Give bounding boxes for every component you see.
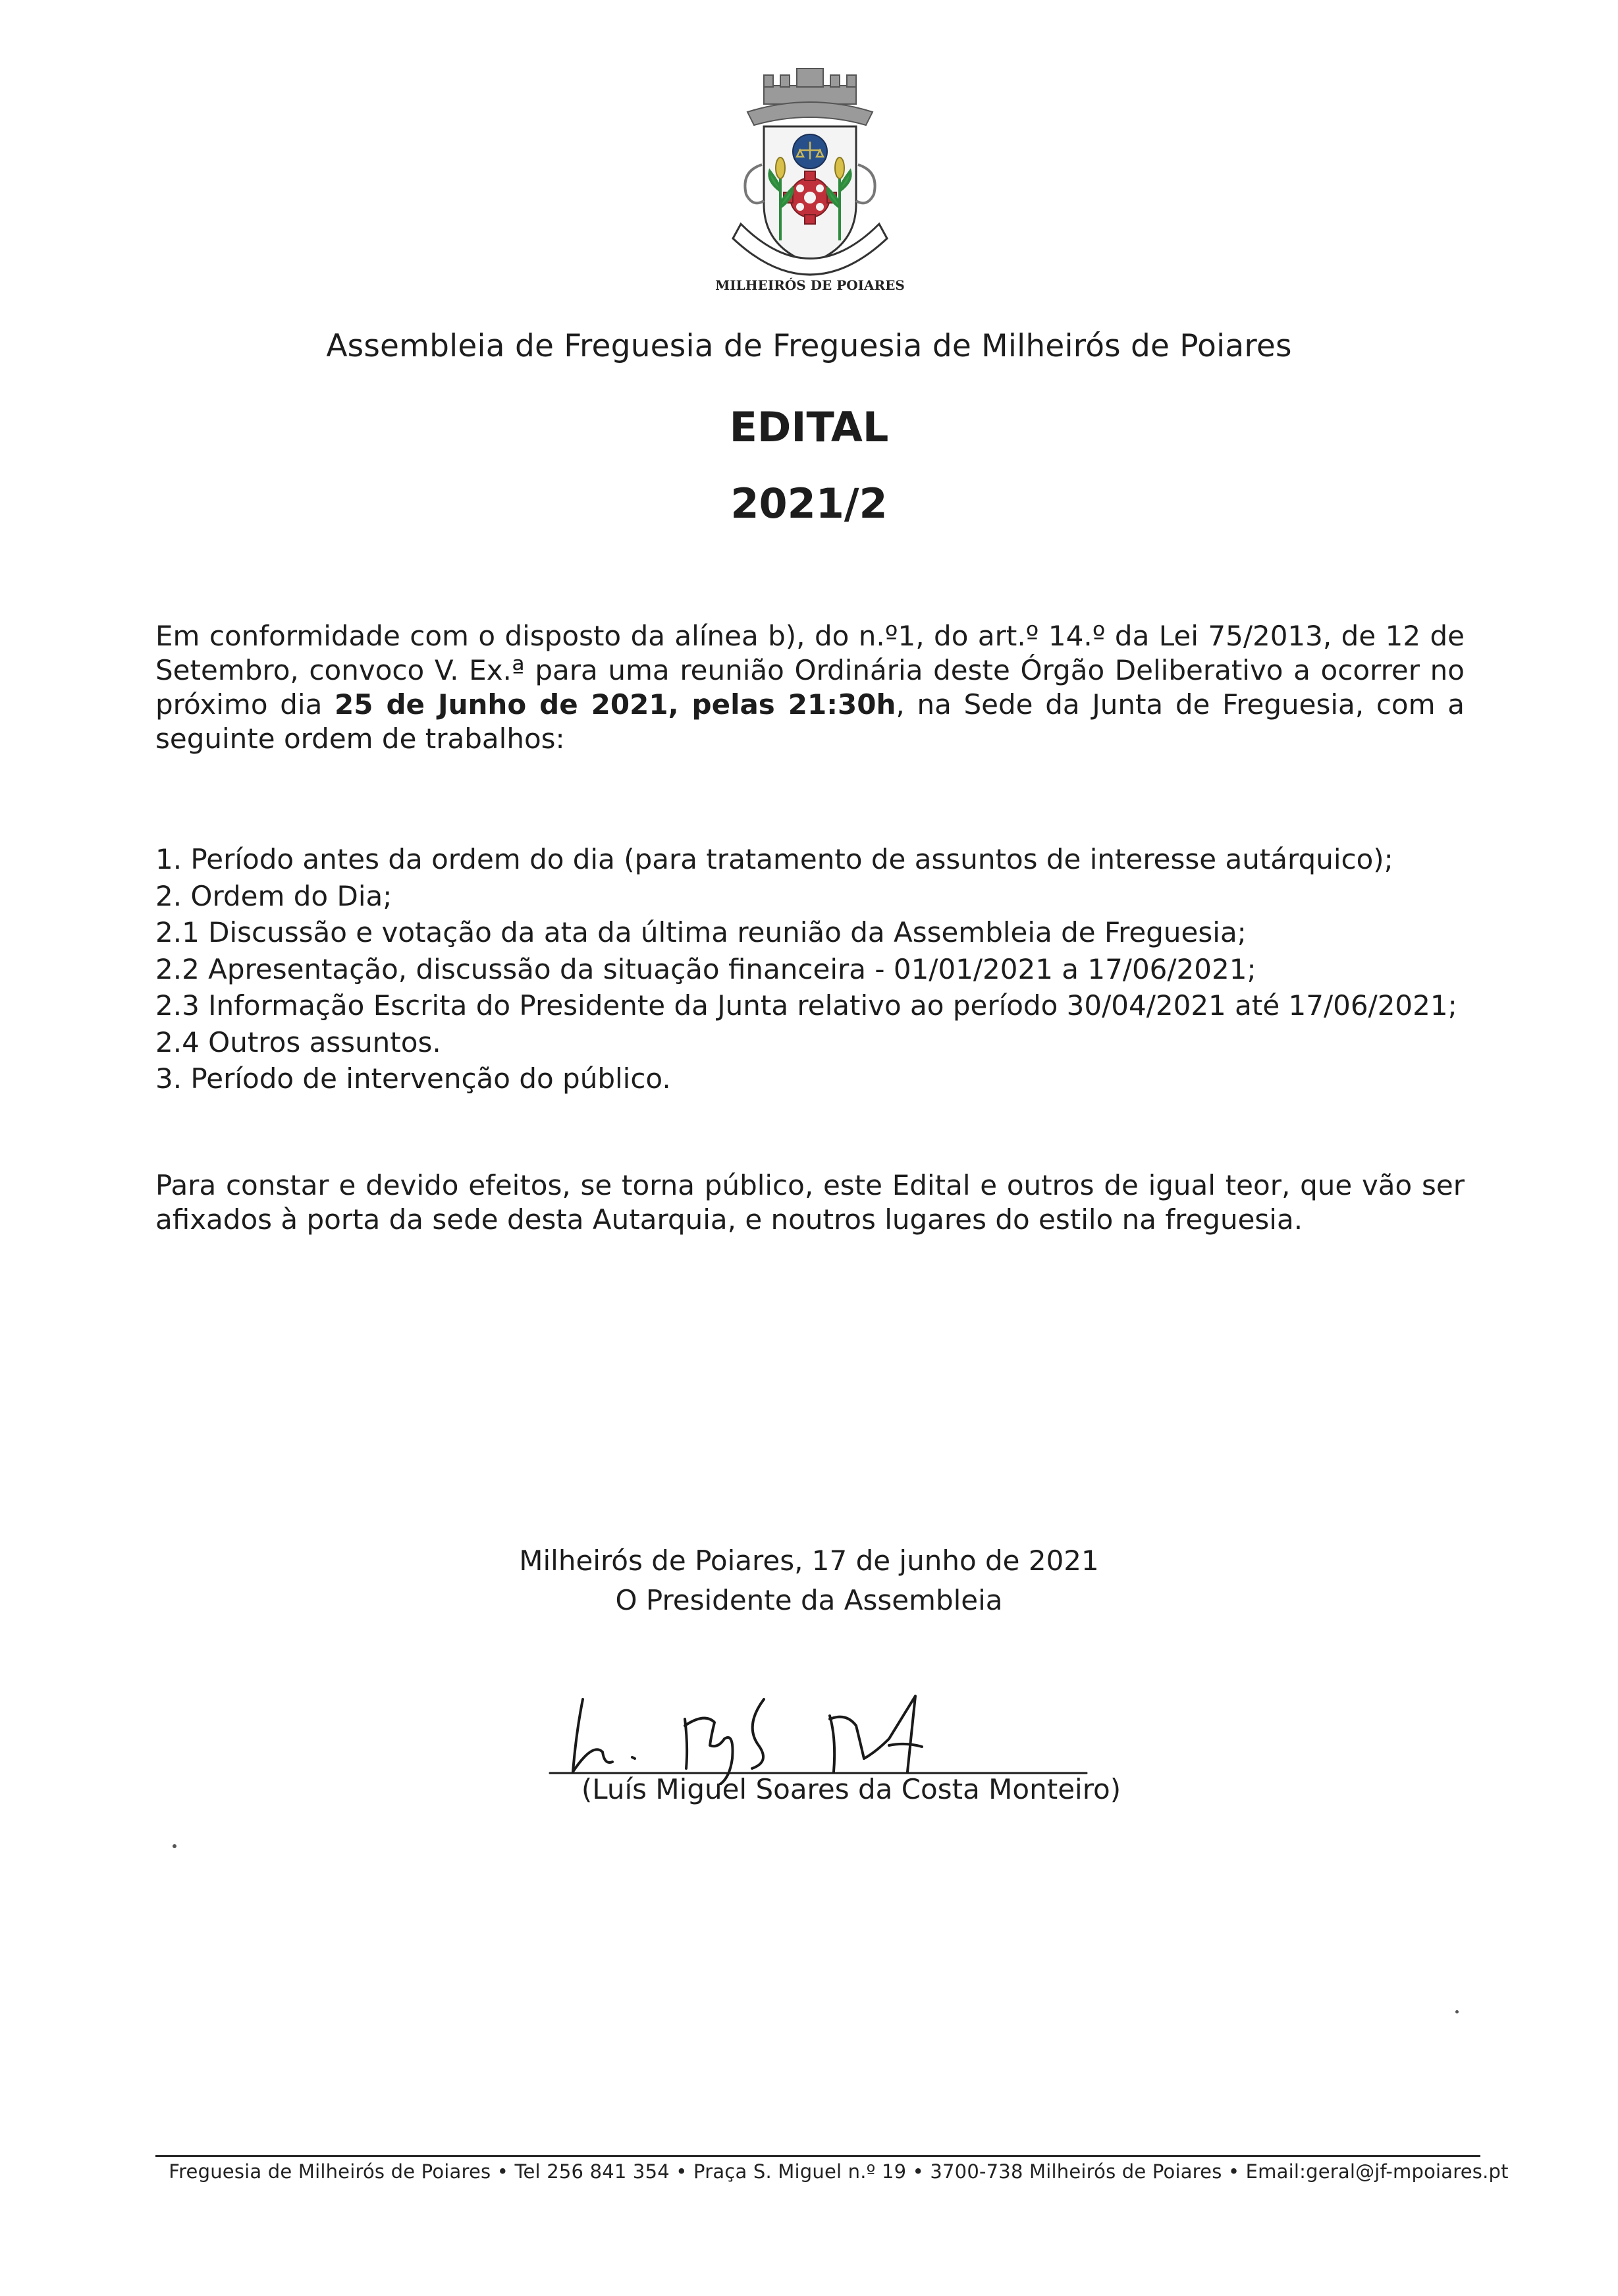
meeting-date-time: 25 de Junho de 2021, pelas 21:30h [335,688,896,721]
footer-divider [155,2155,1480,2157]
intro-text-after: , na Sede da Junta de Freguesia, com a seguinte ordem de trabalhos: [155,688,1465,755]
signatory-name: (Luís Miguel Soares da Costa Monteiro) [581,1773,1121,1805]
agenda-item: 2.3 Informação Escrita do Presidente da Junta relativo ao período 30/04/2021 até 17/06/2021; [155,989,1457,1022]
agenda-item: 2.2 Apresentação, discussão da situação financeira - 01/01/2021 a 17/06/2021; [155,952,1256,985]
scan-speck [173,1844,176,1848]
handwritten-signature [547,1686,1100,1785]
scan-speck [1455,2010,1459,2013]
document-title: EDITAL [729,403,889,451]
agenda-item: 2.4 Outros assuntos. [155,1025,441,1058]
closing-paragraph: Para constar e devido efeitos, se torna público, este Edital e outros de igual teor, que vão ser afixados à porta da sede desta Autarquia, e noutros lugares do estilo na freguesia. [155,1169,1465,1236]
crest-caption: MILHEIRÓS DE POIARES [715,277,905,293]
page-heading: Assembleia de Freguesia de Freguesia de Milheirós de Poiares [326,328,1292,364]
coat-of-arms-logo [701,66,919,316]
place-and-date: Milheirós de Poiares, 17 de junho de 2021 [519,1544,1099,1577]
signature-block [0,1541,1618,1620]
agenda-item: 2.1 Discussão e votação da ata da última reunião da Assembleia de Freguesia; [155,916,1247,948]
agenda-item: 2. Ordem do Dia; [155,879,392,912]
intro-text-before: Em conformidade com o disposto da alínea b), do n.º1, do art.º 14.º da Lei 75/2013, de 12 de Setembro, convoco V. Ex.ª para uma reunião Ordinária deste Órgão Deliberativo a ocorrer no próximo dia [155,620,1465,721]
agenda-item: 3. Período de intervenção do público. [155,1062,671,1095]
agenda-list [155,841,1472,1097]
agenda-item: 1. Período antes da ordem do dia (para tratamento de assuntos de interesse autárquico); [155,843,1393,875]
mural-crown-icon [747,68,873,125]
intro-paragraph [155,619,1465,756]
document-number: 2021/2 [730,479,888,528]
signatory-role: O Presidente da Assembleia [615,1584,1003,1616]
footer-contact: Freguesia de Milheirós de Poiares • Tel 256 841 354 • Praça S. Miguel n.º 19 • 3700-738 Milheirós de Poiares • Email:geral@jf-mpoiares.pt [169,2160,1509,2183]
